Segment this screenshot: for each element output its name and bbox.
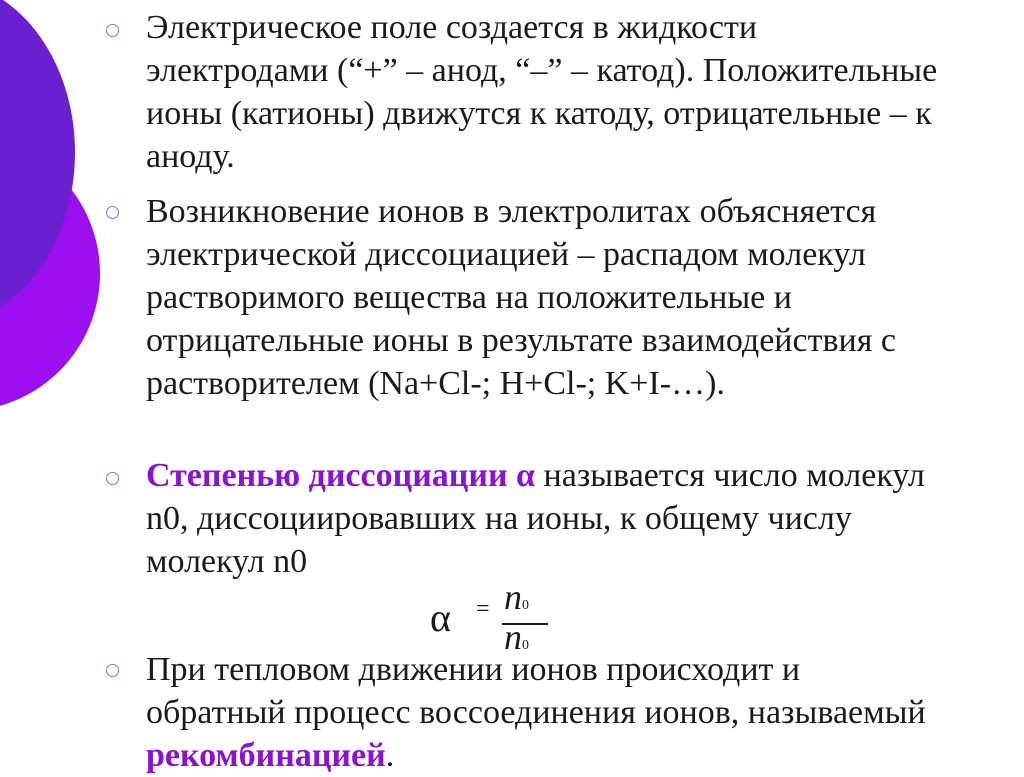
bullet-ring-icon	[106, 206, 119, 219]
bullet-text	[146, 454, 946, 583]
highlighted-term: рекомбинацией	[146, 737, 386, 774]
dissociation-formula	[430, 577, 550, 660]
bullet-text-before: При тепловом движении ионов происходит и обратный процесс воссоединения ионов, называемый	[146, 651, 926, 731]
formula-denominator: n0	[504, 617, 529, 657]
formula-equals: =	[476, 596, 490, 622]
bullet-ring-icon	[106, 24, 119, 37]
highlighted-term: Степенью диссоциации α	[146, 457, 536, 494]
bullet-text-rest: называется число молекул n0, диссоциировавших на ионы, к общему числу молекул n0	[146, 457, 925, 580]
formula-lhs: α	[430, 595, 451, 640]
bullet-ring-icon	[106, 664, 119, 677]
bullet-text	[146, 648, 946, 777]
bullet-text-after: .	[385, 737, 395, 774]
bullet-text: Возникновение ионов в электролитах объясняется электрической диссоциацией – распадом молекул растворимого вещества на положительные и отрицательные ионы в результате взаимодействия с растворителем (Na+Cl-; H+Cl-; K+I-…).	[146, 193, 896, 402]
formula-numerator: n0	[504, 577, 529, 617]
numerator-subscript: 0	[522, 598, 529, 613]
bullet-text: Электрическое поле создается в жидкости электродами (“+” – анод, “–” – катод). Положительные ионы (катионы) движутся к катоду, отрицательные – к аноду.	[146, 9, 938, 175]
bullet-ring-icon	[106, 472, 119, 485]
denominator-subscript: 0	[522, 638, 529, 653]
